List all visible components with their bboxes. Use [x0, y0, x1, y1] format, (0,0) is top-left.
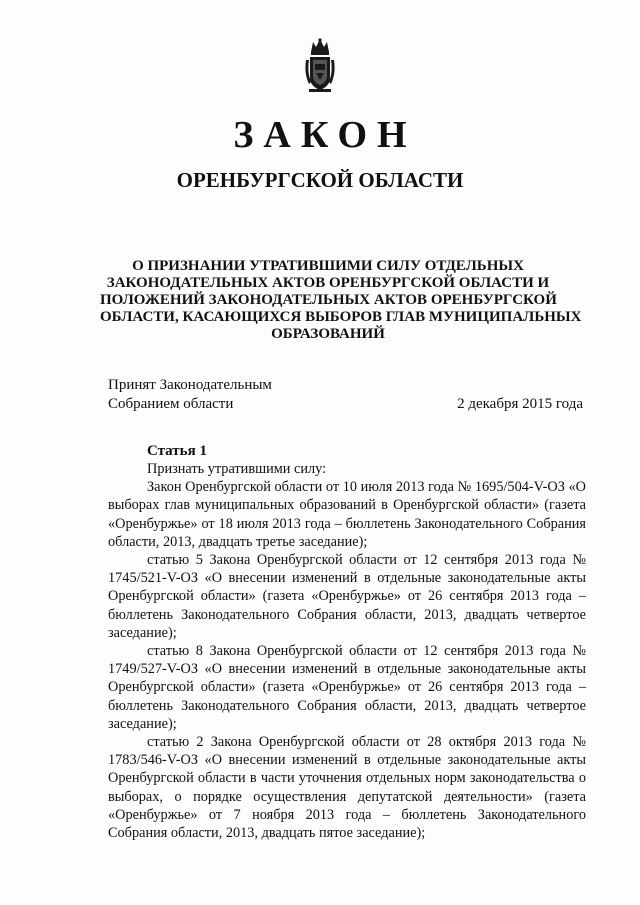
- article-body: [108, 460, 586, 842]
- law-subject: [100, 258, 582, 343]
- adoption-date: 2 декабря 2015 года: [457, 396, 583, 412]
- article-paragraph: Признать утратившими силу:: [147, 461, 327, 477]
- article-paragraph: статью 2 Закона Оренбургской области от 28 октября 2013 года № 1783/546-V-ОЗ «О внесении изменений в отдельные законодательные акты Оренбургской области в части уточнения отдельных норм законодательства о выборах, о порядке осуществления депутатской деятельности» (газета «Оренбуржье» от 7 ноября 2013 года – бюллетень Законодательного Собрания области, 2013, двадцать пятое заседание);: [108, 734, 586, 842]
- subject-line: О ПРИЗНАНИИ УТРАТИВШИМИ СИЛУ ОТДЕЛЬНЫХ: [132, 258, 524, 274]
- law-title: ЗАКОН: [233, 114, 417, 156]
- article-paragraph: Закон Оренбургской области от 10 июля 2013 года № 1695/504-V-ОЗ «О выборах глав муниципальных образований в Оренбургской области» (газета «Оренбуржье» от 18 июля 2013 года – бюллетень Законодательного Собрания области, 2013, двадцать третье заседание);: [108, 479, 586, 550]
- article-heading: Статья 1: [147, 443, 207, 459]
- subject-line: ЗАКОНОДАТЕЛЬНЫХ АКТОВ ОРЕНБУРГСКОЙ ОБЛАСТИ И: [106, 275, 550, 291]
- adoption-note: [108, 376, 272, 414]
- adoption-line: Принят Законодательным: [108, 377, 272, 393]
- article-paragraph: статью 8 Закона Оренбургской области от 12 сентября 2013 года № 1749/527-V-ОЗ «О внесении изменений в отдельные законодательные акты Оренбургской области» (газета «Оренбуржье» от 26 сентября 2013 года – бюллетень Законодательного Собрания области, 2013, двадцать четвертое заседание);: [108, 643, 586, 732]
- region-title: ОРЕНБУРГСКОЙ ОБЛАСТИ: [176, 168, 464, 192]
- subject-line: ОБЛАСТИ, КАСАЮЩИХСЯ ВЫБОРОВ ГЛАВ МУНИЦИПАЛЬНЫХ: [100, 309, 582, 325]
- adoption-line: Собранием области: [108, 396, 234, 412]
- orenburg-coat-of-arms-icon: [303, 38, 337, 94]
- article-paragraph: статью 5 Закона Оренбургской области от 12 сентября 2013 года № 1745/521-V-ОЗ «О внесении изменений в отдельные законодательные акты Оренбургской области» (газета «Оренбуржье» от 26 сентября 2013 года – бюллетень Законодательного Собрания области, 2013, двадцать четвертое заседание);: [108, 552, 586, 641]
- subject-line: ОБРАЗОВАНИЙ: [271, 326, 385, 342]
- subject-line: ПОЛОЖЕНИЙ ЗАКОНОДАТЕЛЬНЫХ АКТОВ ОРЕНБУРГСКОЙ: [100, 292, 557, 308]
